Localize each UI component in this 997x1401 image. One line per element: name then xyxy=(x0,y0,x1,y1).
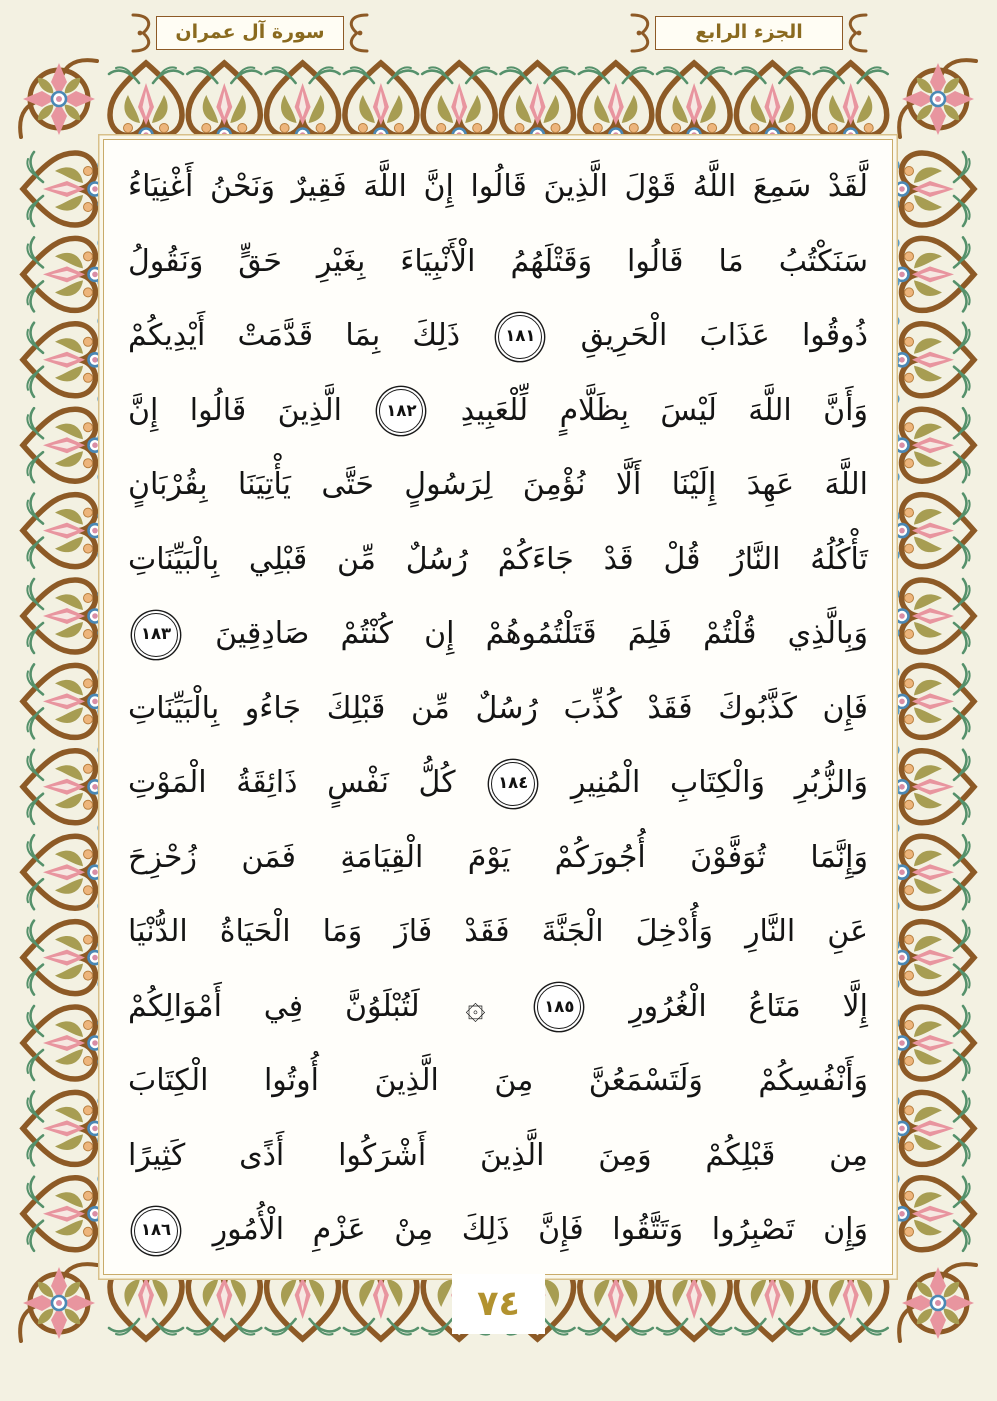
border-motif xyxy=(735,63,809,142)
quran-text-segment: ذَلِكَ بِمَا قَدَّمَتْ أَيْدِيكُمْ xyxy=(128,318,461,353)
ayah-marker xyxy=(134,613,178,657)
juz-label: الجزء الرابع xyxy=(655,16,843,51)
quran-text-area xyxy=(103,139,893,1275)
ayah-marker xyxy=(491,762,535,806)
quran-line xyxy=(128,523,868,598)
quran-text-segment: لَّقَدْ سَمِعَ اللَّهُ قَوْلَ الَّذِينَ قَالُوا إِنَّ اللَّهَ فَقِيرٌ وَنَحْنُ أَغْنِيَاءُ xyxy=(128,169,868,204)
cartouche-bracket-icon xyxy=(629,10,655,56)
quran-text-segment: اللَّهَ عَهِدَ إِلَيْنَا أَلَّا نُؤْمِنَ لِرَسُولٍ حَتَّى يَأْتِيَنَا بِقُرْبَانٍ xyxy=(128,467,868,502)
border-motif xyxy=(896,1091,975,1165)
cartouche-bracket-icon xyxy=(130,10,156,56)
quran-line xyxy=(128,1044,868,1119)
border-motif xyxy=(896,664,975,738)
quran-text-segment: تَأْكُلُهُ النَّارُ قُلْ قَدْ جَاءَكُمْ رُسُلٌ مِّن قَبْلِي بِالْبَيِّنَاتِ xyxy=(128,541,868,577)
quran-text-segment: كُلُّ نَفْسٍ ذَائِقَةُ الْمَوْتِ xyxy=(128,765,456,800)
quran-line xyxy=(128,374,868,449)
ayah-number: ١٨٦ xyxy=(140,1220,172,1240)
cartouche-bracket-icon xyxy=(344,10,370,56)
quran-line xyxy=(128,1119,868,1194)
border-motif xyxy=(109,63,183,142)
border-motif xyxy=(896,1006,975,1080)
border-motif xyxy=(23,152,102,226)
border-motif xyxy=(23,1006,102,1080)
page-number xyxy=(452,1274,545,1334)
ayah-number: ١٨٢ xyxy=(386,400,417,420)
quran-text-segment: وَبِالَّذِي قُلْتُمْ فَلِمَ قَتَلْتُمُوهُمْ إِن كُنْتُمْ صَادِقِينَ xyxy=(215,616,868,651)
border-motif xyxy=(896,750,975,824)
quran-line xyxy=(128,1193,868,1268)
ayah-number: ١٨١ xyxy=(505,326,536,346)
border-motif xyxy=(896,408,975,482)
border-motif xyxy=(266,63,340,142)
border-motif xyxy=(896,835,975,909)
border-motif xyxy=(422,63,496,142)
border-motif xyxy=(23,1177,102,1251)
border-motif xyxy=(896,921,975,995)
quran-text-segment: الَّذِينَ قَالُوا إِنَّ xyxy=(128,392,343,428)
quran-line xyxy=(128,895,868,970)
quran-line xyxy=(128,746,868,821)
quran-line xyxy=(128,970,868,1045)
juz-cartouche xyxy=(629,10,869,56)
quran-text-segment: إِلَّا مَتَاعُ الْغُرُورِ xyxy=(629,988,868,1024)
quran-text-segment: فَإِن كَذَّبُوكَ فَقَدْ كُذِّبَ رُسُلٌ مِّن قَبْلِكَ جَاءُو بِالْبَيِّنَاتِ xyxy=(128,690,868,726)
quran-line xyxy=(128,597,868,672)
quran-text-segment: وَأَنَّ اللَّهَ لَيْسَ بِظَلَّامٍ لِّلْعَبِيدِ xyxy=(460,392,868,428)
border-motif xyxy=(896,579,975,653)
border-motif xyxy=(23,750,102,824)
border-motif xyxy=(20,1264,97,1341)
border-motif xyxy=(23,408,102,482)
border-motif xyxy=(23,323,102,397)
border-motif xyxy=(20,60,97,137)
border-motif xyxy=(344,63,418,142)
border-motif xyxy=(896,237,975,311)
border-motif xyxy=(899,1264,976,1341)
ayah-marker xyxy=(537,985,581,1029)
border-motif xyxy=(896,323,975,397)
border-motif xyxy=(23,579,102,653)
ayah-marker xyxy=(498,315,542,359)
surah-cartouche xyxy=(130,10,370,56)
ayah-marker xyxy=(379,389,423,433)
ayah-marker xyxy=(134,1209,178,1253)
ayah-number: ١٨٤ xyxy=(498,773,529,793)
cartouche-bracket-icon xyxy=(843,10,869,56)
border-motif xyxy=(501,63,575,142)
quran-text-segment: وَإِن تَصْبِرُوا وَتَتَّقُوا فَإِنَّ ذَلِكَ مِنْ عَزْمِ الْأُمُورِ xyxy=(212,1212,868,1247)
quran-text-segment: سَنَكْتُبُ مَا قَالُوا وَقَتْلَهُمُ الْأَنْبِيَاءَ بِغَيْرِ حَقٍّ وَنَقُولُ xyxy=(128,243,868,279)
surah-label: سورة آل عمران xyxy=(156,16,344,51)
border-motif xyxy=(814,63,888,142)
border-motif xyxy=(899,60,976,137)
border-motif xyxy=(187,63,261,142)
border-motif xyxy=(579,63,653,142)
quran-line xyxy=(128,672,868,747)
quran-text-segment: وَالزُّبُرِ وَالْكِتَابِ الْمُنِيرِ xyxy=(570,765,868,800)
quran-text-segment: وَإِنَّمَا تُوَفَّوْنَ أُجُورَكُمْ يَوْمَ الْقِيَامَةِ فَمَن زُحْزِحَ xyxy=(128,839,868,875)
quran-line xyxy=(128,299,868,374)
quran-text-segment: ذُوقُوا عَذَابَ الْحَرِيقِ xyxy=(580,318,868,353)
quran-line xyxy=(128,150,868,225)
border-motif xyxy=(23,237,102,311)
quran-text-segment: عَنِ النَّارِ وَأُدْخِلَ الْجَنَّةَ فَقَدْ فَازَ وَمَا الْحَيَاةُ الدُّنْيَا xyxy=(128,914,868,949)
quran-text-segment: مِن قَبْلِكُمْ وَمِنَ الَّذِينَ أَشْرَكُوا أَذًى كَثِيرًا xyxy=(128,1137,868,1173)
border-motif xyxy=(657,63,731,142)
ayah-number: ١٨٥ xyxy=(544,996,575,1016)
rub-el-hizb-icon: ۞ xyxy=(465,987,486,1027)
border-motif xyxy=(896,494,975,568)
border-motif xyxy=(23,1091,102,1165)
border-motif xyxy=(896,152,975,226)
border-motif xyxy=(23,664,102,738)
quran-line xyxy=(128,225,868,300)
quran-text-segment: وَأَنْفُسِكُمْ وَلَتَسْمَعُنَّ مِنَ الَّذِينَ أُوتُوا الْكِتَابَ xyxy=(128,1063,868,1098)
border-motif xyxy=(23,494,102,568)
page-number-value: ٧٤ xyxy=(477,1283,520,1324)
quran-lines xyxy=(128,150,868,1266)
border-motif xyxy=(23,835,102,909)
quran-line xyxy=(128,821,868,896)
quran-line xyxy=(128,448,868,523)
border-motif xyxy=(23,921,102,995)
quran-text-segment: لَتُبْلَوُنَّ فِي أَمْوَالِكُمْ xyxy=(128,988,420,1024)
ayah-number: ١٨٣ xyxy=(140,624,172,644)
border-motif xyxy=(896,1177,975,1251)
